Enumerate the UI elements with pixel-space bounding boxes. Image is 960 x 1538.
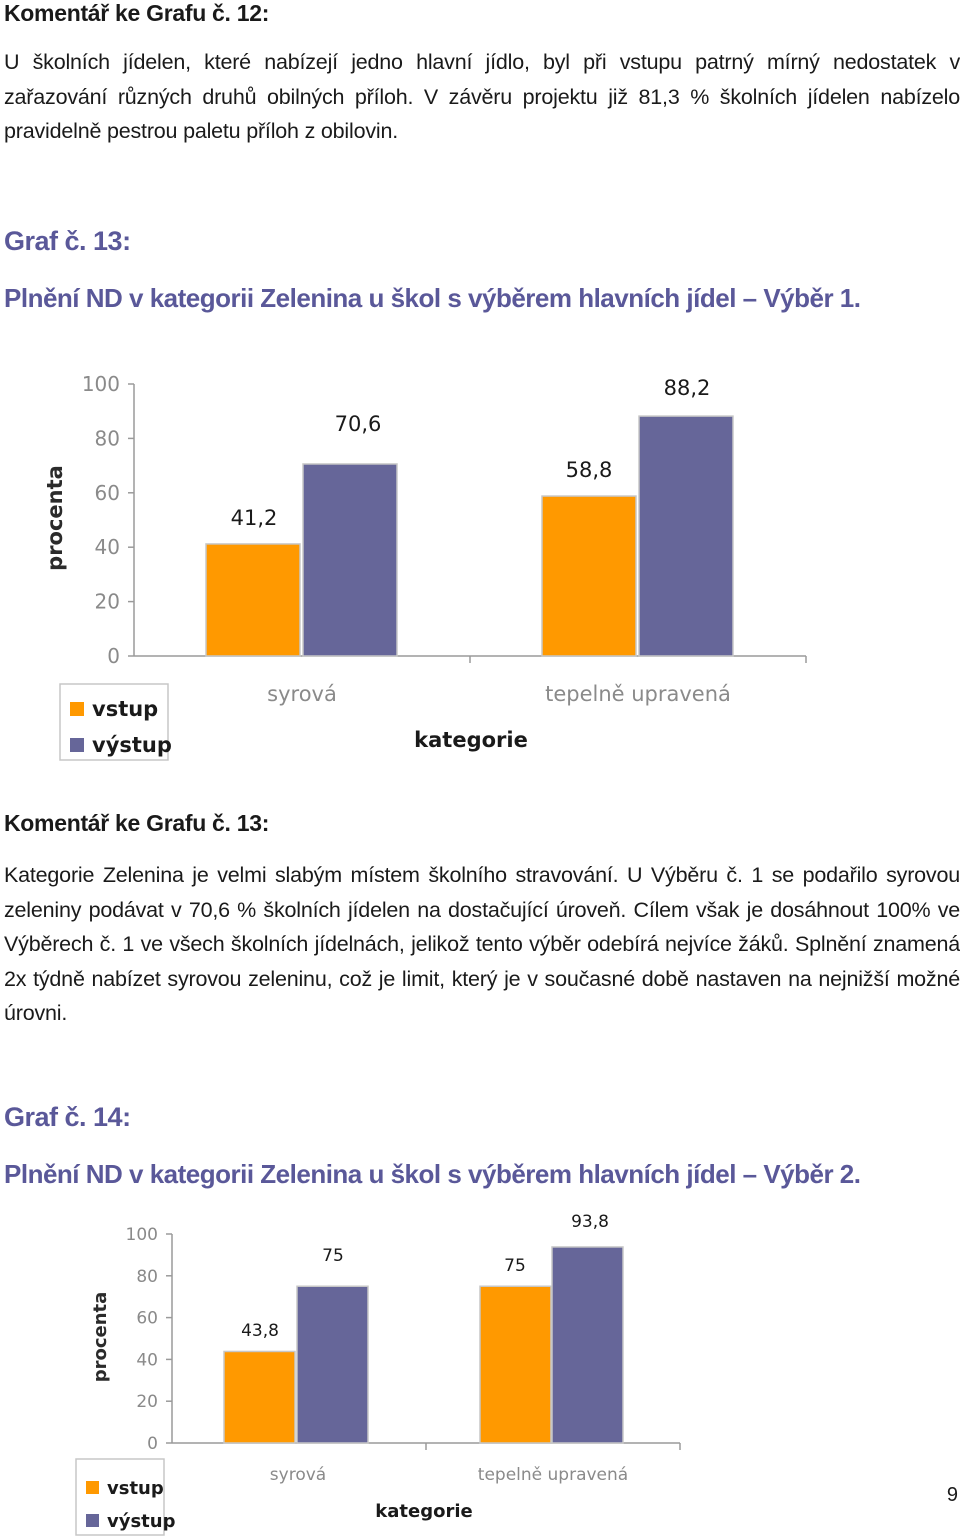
bar-výstup-1 [639,416,733,656]
legend-swatch-vstup [86,1481,99,1494]
bar-výstup-0 [297,1286,368,1443]
y-tick-label: 0 [107,644,120,668]
graf-13-title: Plnění ND v kategorii Zelenina u škol s výběrem hlavních jídel – Výběr 1. [4,283,861,313]
y-tick-label: 0 [147,1433,158,1454]
comment-13-text: Kategorie Zelenina je velmi slabým místem školního stravování. U Výběru č. 1 se podařilo syrovou zeleniny podávat v 70,6 % školních jídelen na dostačující úroveň. Cílem však je dosáhnout 100% ve Výběrech č. 1 ve všech školních jídelnách, jelikož tento výběr odebírá nejvíce žáků. Splnění znamená 2x týdně nabízet syrovou zeleninu, což je limit, který je v současné době nastaven na nejnižší možné úrovni. [4,863,960,1026]
legend-label-výstup: výstup [107,1511,176,1532]
data-label: 75 [322,1246,344,1266]
x-axis-label: kategorie [414,728,528,752]
bar-vstup-1 [480,1286,551,1443]
graf-14-title: Plnění ND v kategorii Zelenina u škol s výběrem hlavních jídel – Výběr 2. [4,1159,861,1189]
chart-14-svg [0,1200,960,1538]
category-label: tepelně upravená [477,1465,629,1485]
y-tick-label: 80 [94,426,120,451]
data-label: 41,2 [230,506,278,530]
data-label: 93,8 [571,1212,609,1232]
graf-14-label: Graf č. 14: [4,1102,131,1132]
legend-swatch-výstup [86,1514,99,1527]
comment-13-heading: Komentář ke Grafu č. 13: [4,810,270,836]
y-tick-label: 40 [136,1350,158,1371]
chart-13-svg [0,360,960,770]
comment-12-heading: Komentář ke Grafu č. 12: [4,0,270,26]
data-label: 75 [504,1256,526,1276]
legend-label-vstup: vstup [107,1478,164,1499]
category-label: tepelně upravená [545,682,731,706]
y-tick-label: 20 [136,1392,158,1413]
y-tick-label: 100 [81,372,120,396]
x-axis-label: kategorie [375,1501,473,1522]
chart-13 [0,360,960,770]
legend-label-výstup: výstup [92,733,172,757]
y-axis-label: procenta [90,1291,111,1383]
data-label: 88,2 [663,376,711,400]
comment-12-text: U školních jídelen, které nabízejí jedno hlavní jídlo, byl při vstupu patrný mírný nedostatek v zařazování různých druhů obilných příloh. V závěru projektu již 81,3 % školních jídelen nabízelo pravidelně pestrou paletu příloh z obilovin. [4,50,960,144]
graf-13-label: Graf č. 13: [4,226,131,256]
bar-vstup-0 [206,544,300,656]
y-tick-label: 60 [94,480,120,505]
data-label: 43,8 [241,1321,279,1341]
legend-label-vstup: vstup [92,697,159,721]
y-tick-label: 20 [94,589,120,614]
bar-vstup-1 [542,496,636,656]
bar-výstup-1 [552,1247,623,1443]
y-tick-label: 60 [136,1308,158,1329]
y-tick-label: 100 [125,1224,158,1245]
data-label: 70,6 [334,412,382,436]
bar-vstup-0 [224,1351,295,1443]
legend-swatch-vstup [70,702,84,716]
page-number: 9 [946,1484,958,1506]
y-axis-label: procenta [43,465,67,571]
legend-swatch-výstup [70,738,84,752]
y-tick-label: 80 [136,1266,158,1287]
y-tick-label: 40 [94,535,120,560]
chart-14 [0,1200,960,1538]
data-label: 58,8 [565,458,613,482]
category-label: syrová [269,1465,327,1485]
bar-výstup-0 [303,464,397,656]
category-label: syrová [267,682,337,706]
